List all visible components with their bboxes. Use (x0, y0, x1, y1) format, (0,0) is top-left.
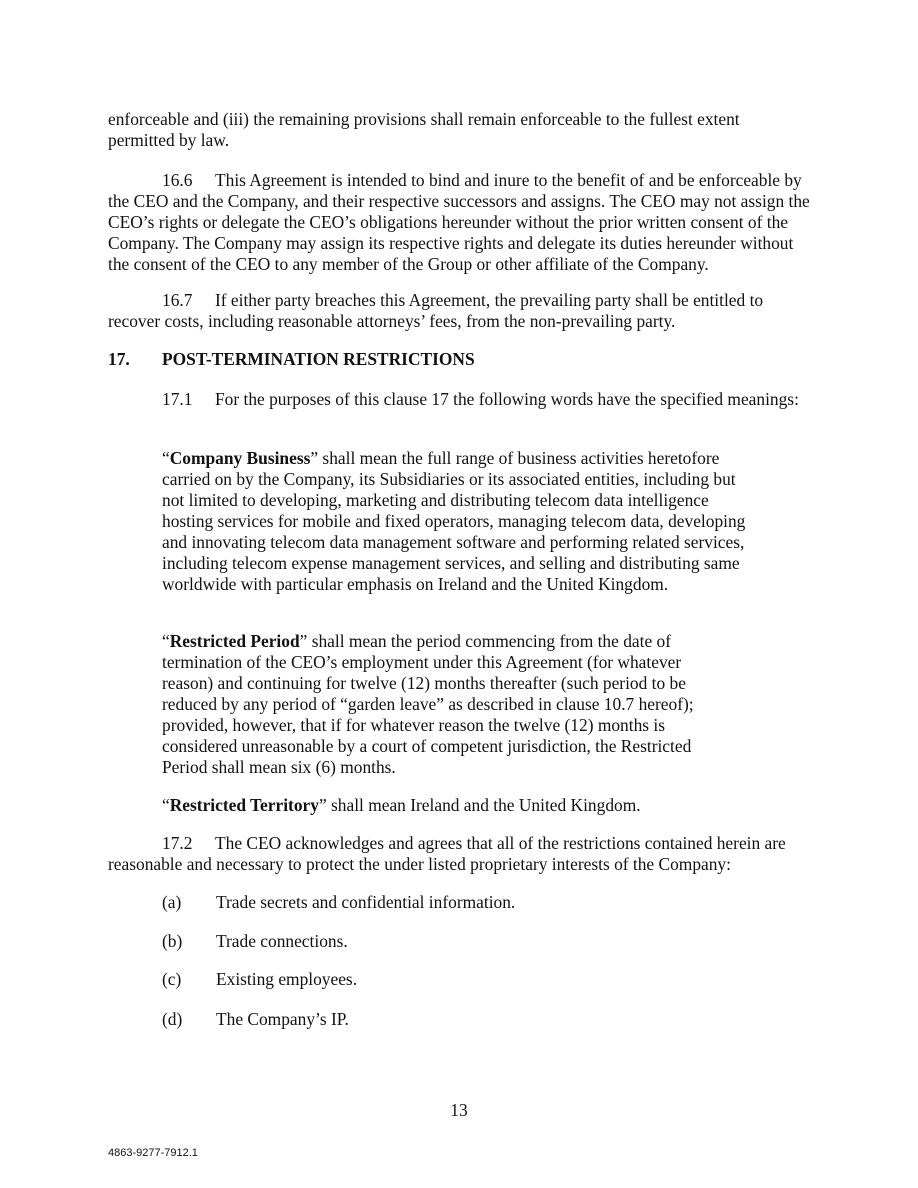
section-heading-17 (108, 349, 810, 370)
clause-text: If either party breaches this Agreement, the prevailing party shall be entitled to recover costs, including reasonable attorneys’ fees, from the non-prevailing party. (108, 290, 764, 331)
list-item-text: Trade connections. (216, 931, 348, 951)
clause-text: For the purposes of this clause 17 the following words have the specified meanings: (215, 389, 799, 409)
open-quote: “ (162, 448, 170, 468)
definition-text: ” shall mean Ireland and the United Kingdom. (318, 795, 641, 815)
definition-restricted-period (162, 631, 722, 778)
clause-text: This Agreement is intended to bind and inure to the benefit of and be enforceable by the CEO and the Company, and their respective successors and assigns. The CEO may not assign the CEO’s rights or delegate the CEO’s obligations hereunder without the prior written consent of the Company. The Company may assign its respective rights and delegate its duties hereunder without the consent of the CEO to any member of the Group or other affiliate of the Company. (108, 170, 810, 274)
paragraph-17-1 (108, 389, 810, 410)
defined-term: Restricted Period (169, 631, 300, 651)
list-item-label: (b) (162, 931, 183, 951)
clause-number: 17.1 (162, 389, 193, 409)
list-item (162, 1009, 349, 1030)
clause-text: The CEO acknowledges and agrees that all of the restrictions contained herein are reasonable and necessary to protect the under listed proprietary interests of the Company: (108, 833, 786, 874)
clause-number: 16.7 (162, 290, 193, 310)
paragraph-continuation: enforceable and (iii) the remaining provisions shall remain enforceable to the fullest extent permitted by law. (108, 109, 740, 150)
open-quote: “ (162, 795, 170, 815)
page-number: 13 (450, 1100, 468, 1120)
paragraph-16-7 (108, 290, 810, 332)
definition-restricted-territory (162, 795, 762, 816)
paragraph-17-2 (108, 833, 810, 875)
document-id: 4863-9277-7912.1 (108, 1147, 198, 1159)
section-number: 17. (108, 349, 130, 369)
open-quote: “ (162, 631, 170, 651)
list-item (162, 931, 348, 952)
clause-number: 16.6 (162, 170, 193, 190)
list-item-text: Existing employees. (216, 969, 358, 989)
list-item-text: The Company’s IP. (216, 1009, 349, 1029)
paragraph-16-6 (108, 170, 810, 275)
list-item-label: (d) (162, 1009, 183, 1029)
defined-term: Restricted Territory (169, 795, 319, 815)
section-title: POST-TERMINATION RESTRICTIONS (162, 349, 475, 369)
list-item-label: (a) (162, 892, 182, 912)
list-item-label: (c) (162, 969, 182, 989)
list-item (162, 969, 357, 990)
definition-text: ” shall mean the full range of business activities heretofore carried on by the Company, its Subsidiaries or its associated entities, including but not limited to developing, marketing and distributing telecom data intelligence hosting services for mobile and fixed operators, managing telecom data, developing and innovating telecom data management software and performing related services, including telecom expense management services, and selling and distributing same worldwide with particular emphasis on Ireland and the United Kingdom. (162, 448, 746, 594)
defined-term: Company Business (169, 448, 311, 468)
list-item-text: Trade secrets and confidential information. (216, 892, 516, 912)
definition-text: ” shall mean the period commencing from the date of termination of the CEO’s employment under this Agreement (for whatever reason) and continuing for twelve (12) months thereafter (such period to be reduced by any period of “garden leave” as described in clause 10.7 hereof); provided, however, that if for whatever reason the twelve (12) months is considered unreasonable by a court of competent jurisdiction, the Restricted Period shall mean six (6) months. (162, 631, 694, 777)
clause-number: 17.2 (162, 833, 193, 853)
list-item (162, 892, 515, 913)
definition-company-business (162, 448, 762, 595)
